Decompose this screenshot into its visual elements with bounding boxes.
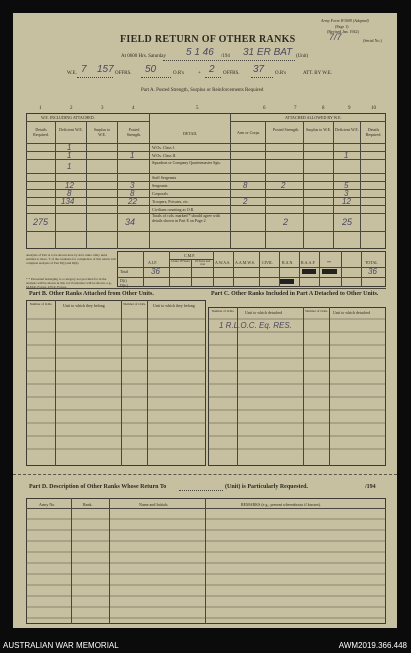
perforation-line bbox=[13, 474, 397, 475]
analysis-header-ran: R.A.N. bbox=[282, 260, 294, 265]
header-arm-corps: Arm or Corps. bbox=[237, 130, 261, 135]
row-label-qms: Squadron or Company Quartermaster Sgts. bbox=[152, 160, 221, 165]
offrs2-label: OFFRS. bbox=[223, 71, 240, 76]
analysis-note: Analysis of Part A to be shown here by ALL units. Only units entitled to more. T of the totalisers for completion of this return will complete analysis of Part D(i) and D(ii). bbox=[26, 253, 116, 265]
cell-r7-deficient-att: 12 bbox=[342, 197, 351, 206]
analysis-header-total: TOTAL bbox=[365, 260, 378, 265]
serial-handwritten: 7/7 bbox=[329, 32, 342, 42]
part-d-header-name: Name and Initials. bbox=[139, 502, 169, 507]
analysis-header-cmf: C.M.F. bbox=[184, 253, 196, 258]
header-deficient: Deficient W.E. bbox=[59, 127, 83, 132]
part-b-header-num-2: Number of O.Rs. bbox=[123, 302, 146, 306]
group-right-header: ATTACHED ALLOWED BY W.E. bbox=[285, 115, 342, 120]
part-c-header-num: Number of O.Rs. bbox=[211, 309, 235, 313]
part-c-header-unit-2: Unit to which detached bbox=[333, 310, 371, 315]
header-details-required: Details Required. bbox=[33, 127, 49, 137]
form-sheet bbox=[13, 13, 397, 628]
analysis-note-2: * * Personnel belonging to a category not provided for in the analysis will be shown in this col. Particulars will be shown, e.g., M.M.R. Forces, 2/N.Z. Forces. bbox=[26, 277, 113, 289]
analysis-row-dii: D(ii) bbox=[120, 283, 128, 288]
analysis-grand-total: 36 bbox=[368, 267, 377, 276]
we-label: W.E. bbox=[67, 71, 77, 76]
row-label-wo2: W.Os. Class II. bbox=[152, 153, 177, 158]
part-d-title-tail: (Unit) is Particularly Requested. bbox=[225, 484, 308, 490]
header-posted-strength: Posted Strength. bbox=[126, 127, 142, 137]
analysis-row-total: Total bbox=[120, 269, 129, 274]
cell-r2-deficient: 1 bbox=[67, 151, 72, 160]
archive-footer bbox=[0, 638, 411, 653]
row-label-staff-sergeants: Staff Sergeants bbox=[152, 175, 177, 180]
cell-r7-deficient: 134 bbox=[61, 197, 75, 206]
part-d-title: Part D. Description of Other Ranks Whose Return To bbox=[29, 484, 167, 490]
serial-label: (Serial No.) bbox=[363, 38, 382, 43]
footer-accession-number: AWM2019.366.448 bbox=[338, 641, 407, 650]
part-b-header-num: Number of O.Rs. bbox=[29, 302, 53, 306]
ink-mark bbox=[302, 269, 316, 274]
cell-total-details: 275 bbox=[33, 217, 49, 227]
analysis-aif-total: 36 bbox=[151, 267, 160, 276]
header-surplus: Surplus to W.E. bbox=[93, 127, 111, 137]
col-number: 2 bbox=[70, 106, 73, 111]
we-handwritten-b: 157 bbox=[97, 64, 114, 75]
ors2-label: O.R's bbox=[275, 71, 287, 76]
row-label-troopers: Troopers, Privates, etc. bbox=[152, 199, 189, 204]
header-details-required-2: Details Required. bbox=[365, 127, 382, 137]
part-c-header-num-2: Number of O.Rs. bbox=[305, 309, 328, 313]
row-label-wo1: W.Os. Class I. bbox=[152, 145, 175, 150]
col-number: 5 bbox=[196, 106, 199, 111]
ors-handwritten: 50 bbox=[145, 64, 157, 75]
cell-total-posted: 34 bbox=[125, 217, 136, 227]
att-ors-handwritten: 37 bbox=[253, 64, 265, 75]
part-b-header-unit-2: Unit to which they belong bbox=[153, 303, 195, 308]
analysis-header-aamws: A.A.M.W.S. bbox=[235, 260, 255, 265]
ruled-lines-d bbox=[26, 508, 386, 624]
header-surplus-2: Surplus to W.E. bbox=[305, 127, 332, 132]
cell-total-posted-att: 2 bbox=[283, 217, 289, 227]
date-handwritten: 5 1 46 bbox=[186, 47, 214, 58]
part-c-entry: 1 R.L.O.C. Eq. RES. bbox=[219, 321, 292, 330]
row-label-sergeants: Sergeants bbox=[152, 183, 168, 188]
cell-r7-posted: 22 bbox=[128, 197, 137, 206]
analysis-header-raaf: R.A.A.F. bbox=[301, 260, 316, 265]
year-label: /194 bbox=[221, 54, 230, 59]
form-page: (Page 1) bbox=[335, 24, 349, 29]
part-d-header-remarks: REMARKS (e.g., present whereabouts if known). bbox=[241, 502, 321, 507]
unit-label: (Unit) bbox=[296, 54, 309, 59]
row-label-corporals: Corporals bbox=[152, 191, 168, 196]
col-number: 9 bbox=[348, 106, 351, 111]
row-label-civilians: Civilians counting as O.R. bbox=[152, 207, 195, 212]
footer-institution: AUSTRALIAN WAR MEMORIAL bbox=[3, 641, 119, 650]
plus-label: + bbox=[198, 71, 201, 76]
header-posted-strength-2: Posted Strength. bbox=[272, 127, 300, 132]
col-number: 4 bbox=[132, 106, 135, 111]
part-a-title: Part A. Posted Strength, Surplus or Reinforcements Required bbox=[141, 88, 264, 93]
ors-label: O.R's bbox=[173, 71, 185, 76]
col-number: 8 bbox=[322, 106, 325, 111]
header-deficient-2: Deficient W.E. bbox=[335, 127, 359, 132]
unit-handwritten: 31 ER BAT bbox=[243, 47, 293, 58]
ink-mark bbox=[280, 279, 294, 284]
att-by-we-label: ATT. BY W.E. bbox=[303, 71, 333, 76]
col-number: 6 bbox=[263, 106, 266, 111]
cell-r5-deficient: 12 bbox=[65, 181, 74, 190]
part-b-header-unit: Unit to which they belong bbox=[63, 303, 105, 308]
cell-r5-arm: 8 bbox=[243, 181, 248, 190]
analysis-header-aws: A.W.A.S. bbox=[215, 260, 231, 265]
ink-mark bbox=[322, 269, 337, 274]
cell-r7-arm: 2 bbox=[243, 197, 248, 206]
analysis-row-di: D(i) bbox=[120, 278, 127, 283]
cell-r5-posted-att: 2 bbox=[281, 181, 286, 190]
part-d-date: /194 bbox=[365, 484, 376, 490]
analysis-header-other: ** bbox=[327, 260, 331, 265]
cell-r1-deficient: 1 bbox=[67, 143, 72, 152]
part-c-header-unit: Unit to which detached bbox=[245, 310, 283, 315]
cell-r2-posted: 1 bbox=[130, 151, 135, 160]
col-number: 7 bbox=[294, 106, 297, 111]
analysis-header-aif: A.I.F. bbox=[148, 260, 158, 265]
part-d-header-rank: Rank. bbox=[83, 502, 93, 507]
form-revised: (Revised Jan. 1942) bbox=[327, 29, 359, 34]
part-b-title: Part B. Other Ranks Attached from Other Units. bbox=[29, 291, 154, 297]
analysis-header-under18: Under 18 Years bbox=[171, 259, 190, 263]
ruled-lines-b-c bbox=[26, 313, 386, 466]
form-id: Army Form W3009 (Adapted) bbox=[321, 18, 369, 23]
cell-total-deficient-att: 25 bbox=[342, 217, 353, 227]
cell-r5-deficient-att: 5 bbox=[344, 181, 349, 190]
we-handwritten-a: 7 bbox=[81, 64, 87, 75]
offrs-label: OFFRS. bbox=[115, 71, 132, 76]
cell-r2-deficient-att: 1 bbox=[344, 151, 349, 160]
at-hours-label: At 0600 Hrs. Saturday bbox=[121, 54, 166, 59]
part-d-header-army-no: Army No. bbox=[39, 502, 56, 507]
analysis-header-18over: 18 Years and over bbox=[194, 259, 211, 267]
row-label-totals: Totals of cols. marked * should agree with details shown in Part E on Page 2 bbox=[152, 213, 220, 223]
header-detail: DETAIL bbox=[183, 131, 198, 136]
cell-r6-deficient: 8 bbox=[67, 189, 72, 198]
form-title: FIELD RETURN OF OTHER RANKS bbox=[120, 34, 296, 45]
cell-r3-deficient: 1 bbox=[67, 162, 72, 171]
part-c-title: Part C. Other Ranks Included in Part A Detached to Other Units. bbox=[211, 291, 379, 297]
col-number: 1 bbox=[39, 106, 42, 111]
group-left-header: W.E. INCLUDING ATTACHED. bbox=[41, 115, 95, 120]
cell-r5-posted: 3 bbox=[130, 181, 135, 190]
col-number: 10 bbox=[371, 106, 376, 111]
cell-r6-posted: 8 bbox=[130, 189, 135, 198]
col-number: 3 bbox=[101, 106, 104, 111]
analysis-header-civil: CIVIL bbox=[262, 260, 273, 265]
att-offrs-handwritten: 2 bbox=[209, 64, 215, 75]
cell-r6-deficient-att: 3 bbox=[344, 189, 349, 198]
